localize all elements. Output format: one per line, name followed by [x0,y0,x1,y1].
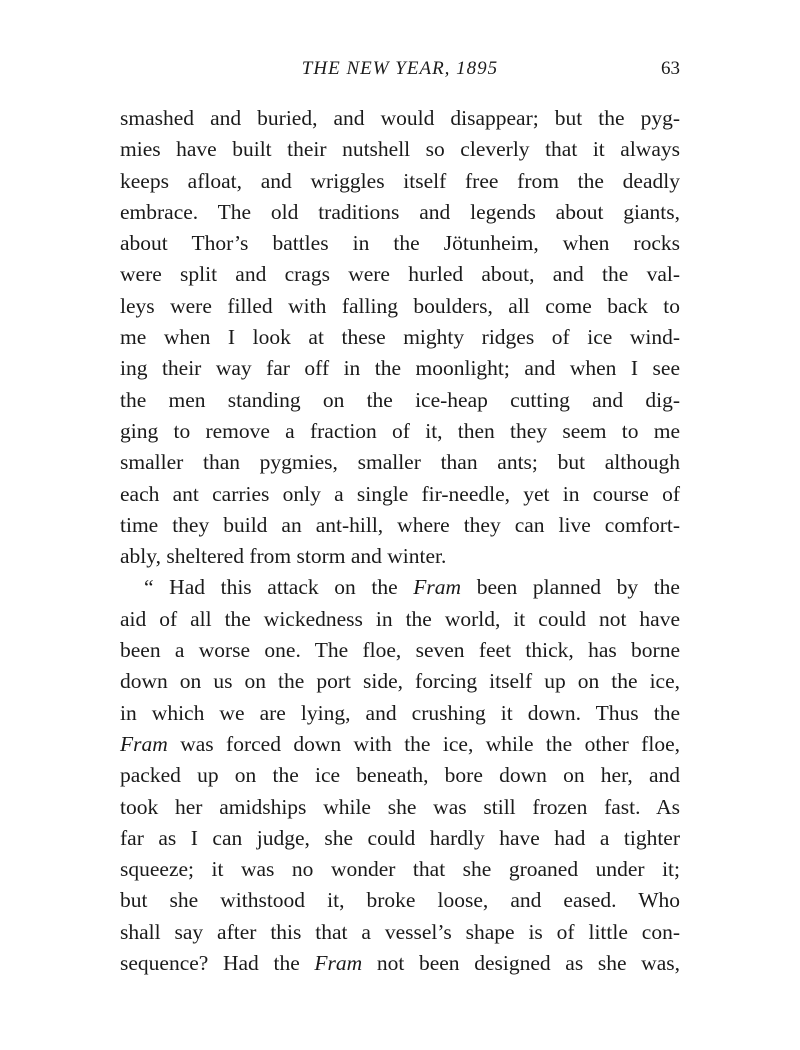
text-segment: packed up on the ice beneath, bore down on her, and [120,763,680,788]
text-segment: time they build an ant-hill, where they can live comfort- [120,512,680,537]
text-segment: me when I look at these mighty ridges of ice wind- [120,325,680,350]
text-segment: not been designed as she was, [362,951,680,976]
text-segment: smashed and buried, and would disappear; but the pyg- [120,106,680,130]
text-line [120,447,680,478]
text-segment: been planned by the [461,575,680,600]
text-segment: embrace. The old traditions and legends about giants, [120,199,680,224]
text-line [120,416,680,447]
text-segment: shall say after this that a vessel’s shape is of little con- [120,919,680,944]
text-segment: the men standing on the ice-heap cutting and dig- [120,387,680,412]
text-segment: about Thor’s battles in the Jötunheim, when rocks [120,231,680,256]
italic-text: Fram [120,731,168,756]
text-line [120,228,680,259]
text-segment: “ Had this attack on the [144,575,414,600]
text-segment: ing their way far off in the moonlight; and when I see [120,356,680,381]
body-text [120,103,680,979]
running-head [120,58,680,88]
text-segment: aid of all the wickedness in the world, it could not have [120,606,680,631]
text-segment: were split and crags were hurled about, and the val- [120,262,680,287]
italic-text: Fram [413,575,462,600]
text-line [120,291,680,322]
text-line [120,353,680,384]
text-line [120,385,680,416]
text-segment: keeps afloat, and wriggles itself free from the deadly [120,168,680,193]
italic-text: Fram [314,951,363,976]
text-line [120,760,680,791]
text-line [120,823,680,854]
text-segment: far as I can judge, she could hardly have had a tighter [120,825,680,850]
page-number: 63 [661,58,680,79]
text-segment: leys were filled with falling boulders, all come back to [120,293,680,318]
text-segment: but she withstood it, broke loose, and eased. Who [120,888,680,913]
text-line [120,885,680,916]
text-segment: in which we are lying, and crushing it down. Thus the [120,700,680,725]
text-segment: mies have built their nutshell so cleverly that it always [120,137,680,162]
text-line [120,322,680,353]
text-segment: ably, sheltered from storm and winter. [120,544,447,569]
text-line [120,197,680,228]
text-segment: was forced down with the ice, while the other floe, [167,731,680,756]
text-line [120,948,680,979]
text-segment: sequence? Had the [120,951,315,976]
text-line [120,572,680,603]
text-line [120,479,680,510]
text-segment: ging to remove a fraction of it, then they seem to me [120,418,680,443]
text-line [120,103,680,134]
text-segment: down on us on the port side, forcing itself up on the ice, [120,669,680,694]
text-line [120,854,680,885]
text-line [120,604,680,635]
running-title: THE NEW YEAR, 1895 [301,58,499,79]
text-line [120,541,680,572]
text-segment: took her amidships while she was still frozen fast. As [120,794,680,819]
text-line [120,666,680,697]
text-line [120,166,680,197]
text-line [120,917,680,948]
text-line [120,635,680,666]
text-segment: each ant carries only a single fir-needle, yet in course of [120,481,680,506]
text-segment: squeeze; it was no wonder that she groaned under it; [120,857,680,882]
text-line [120,792,680,823]
text-segment: smaller than pygmies, smaller than ants; but although [120,450,680,475]
text-line [120,698,680,729]
text-segment: been a worse one. The floe, seven feet thick, has borne [120,638,680,663]
text-line [120,510,680,541]
text-line [120,729,680,760]
text-line [120,259,680,290]
text-line [120,134,680,165]
